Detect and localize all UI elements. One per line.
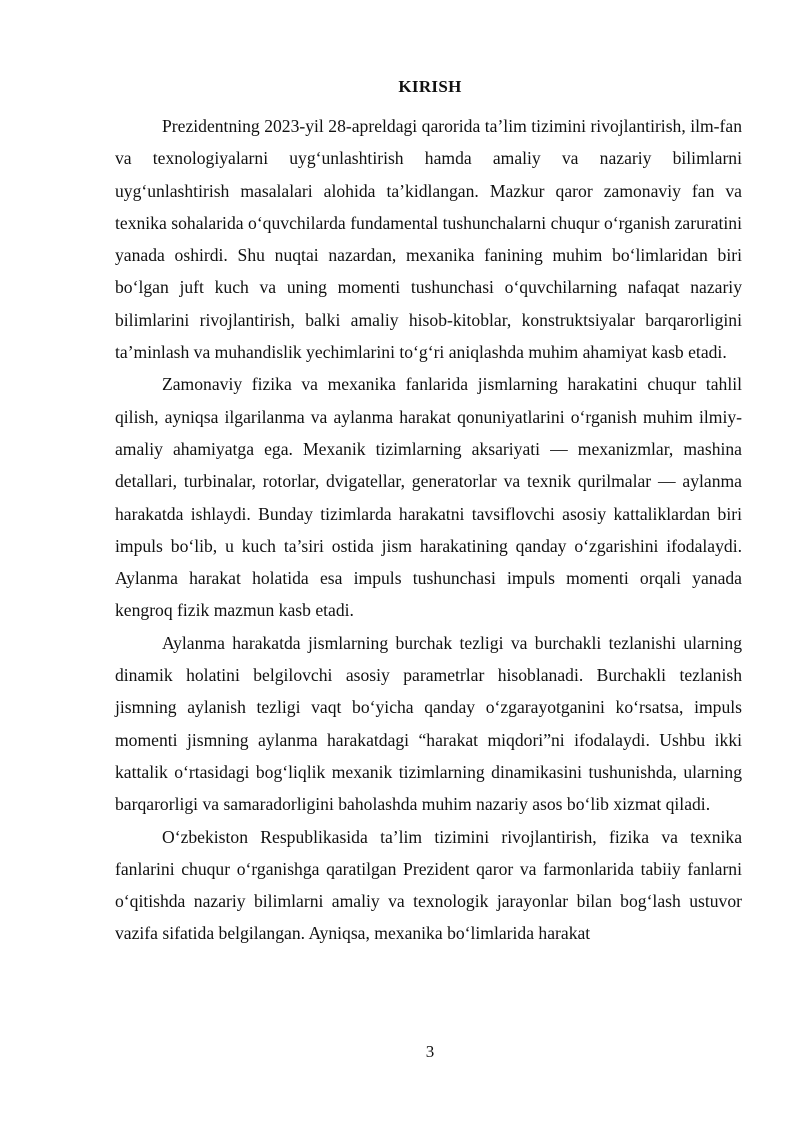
paragraph-1: Prezidentning 2023-yil 28-apreldagi qarorida ta’lim tizimini rivojlantirish, ilm-fan va texnologiyalarni uyg‘unlashtirish hamda amaliy va nazariy bilimlarni uyg‘unlashtirish masalalari alohida ta’kidlangan. Mazkur qaror zamonaviy fan va texnika sohalarida o‘quvchilarda fundamental tushunchalarni chuqur o‘rganish zaruratini yanada oshirdi. Shu nuqtai nazardan, mexanika fanining muhim bo‘limlaridan biri bo‘lgan juft kuch va uning momenti tushunchasi o‘quvchilarning nafaqat nazariy bilimlarini rivojlantirish, balki amaliy hisob-kitoblar, konstruktsiyalar barqarorligini ta’minlash va muhandislik yechimlarini to‘g‘ri aniqlashda muhim ahamiyat kasb etadi. bbox=[115, 116, 742, 363]
paragraph-4: O‘zbekiston Respublikasida ta’lim tizimini rivojlantirish, fizika va texnika fanlarini chuqur o‘rganishga qaratilgan Prezident qaror va farmonlarida tabiiy fanlarni o‘qitishda nazariy bilimlarni amaliy va texnologik jarayonlar bilan bog‘lash ustuvor vazifa sifatida belgilangan. Ayniqsa, mexanika bo‘limlarida harakat bbox=[115, 826, 742, 944]
paragraph-2: Zamonaviy fizika va mexanika fanlarida jismlarning harakatini chuqur tahlil qilish, ayniqsa ilgarilanma va aylanma harakat qonuniyatlarini o‘rganish muhim ilmiy-amaliy ahamiyatga ega. Mexanik tizimlarning aksariyati — mexanizmlar, mashina detallari, turbinalar, rotorlar, dvigatellar, generatorlar va texnik qurilmalar — aylanma harakatda ishlaydi. Bunday tizimlarda harakatni tavsiflovchi asosiy kattaliklardan biri impuls bo‘lib, u kuch ta’siri ostida jism harakatining qanday o‘zgarishini ifodalaydi. Aylanma harakat holatida esa impuls tushunchasi impuls momenti orqali yanada kengroq fizik mazmun kasb etadi. bbox=[115, 374, 742, 621]
page-number: 3 bbox=[425, 1042, 435, 1061]
body-text bbox=[115, 110, 742, 950]
paragraph-3: Aylanma harakatda jismlarning burchak tezligi va burchakli tezlanishi ularning dinamik holatini belgilovchi asosiy parametrlar hisoblanadi. Burchakli tezlanish jismning aylanish tezligi vaqt bo‘yicha qanday o‘zgarayotganini ko‘rsatsa, impuls momenti jismning aylanma harakatdagi “harakat miqdori”ni ifodalaydi. Ushbu ikki kattalik o‘rtasidagi bog‘liqlik mexanik tizimlarning dinamikasini tushunishda, ularning barqarorligi va samaradorligini baholashda muhim nazariy asos bo‘lib xizmat qiladi. bbox=[115, 632, 742, 815]
section-title: KIRISH bbox=[398, 77, 462, 96]
